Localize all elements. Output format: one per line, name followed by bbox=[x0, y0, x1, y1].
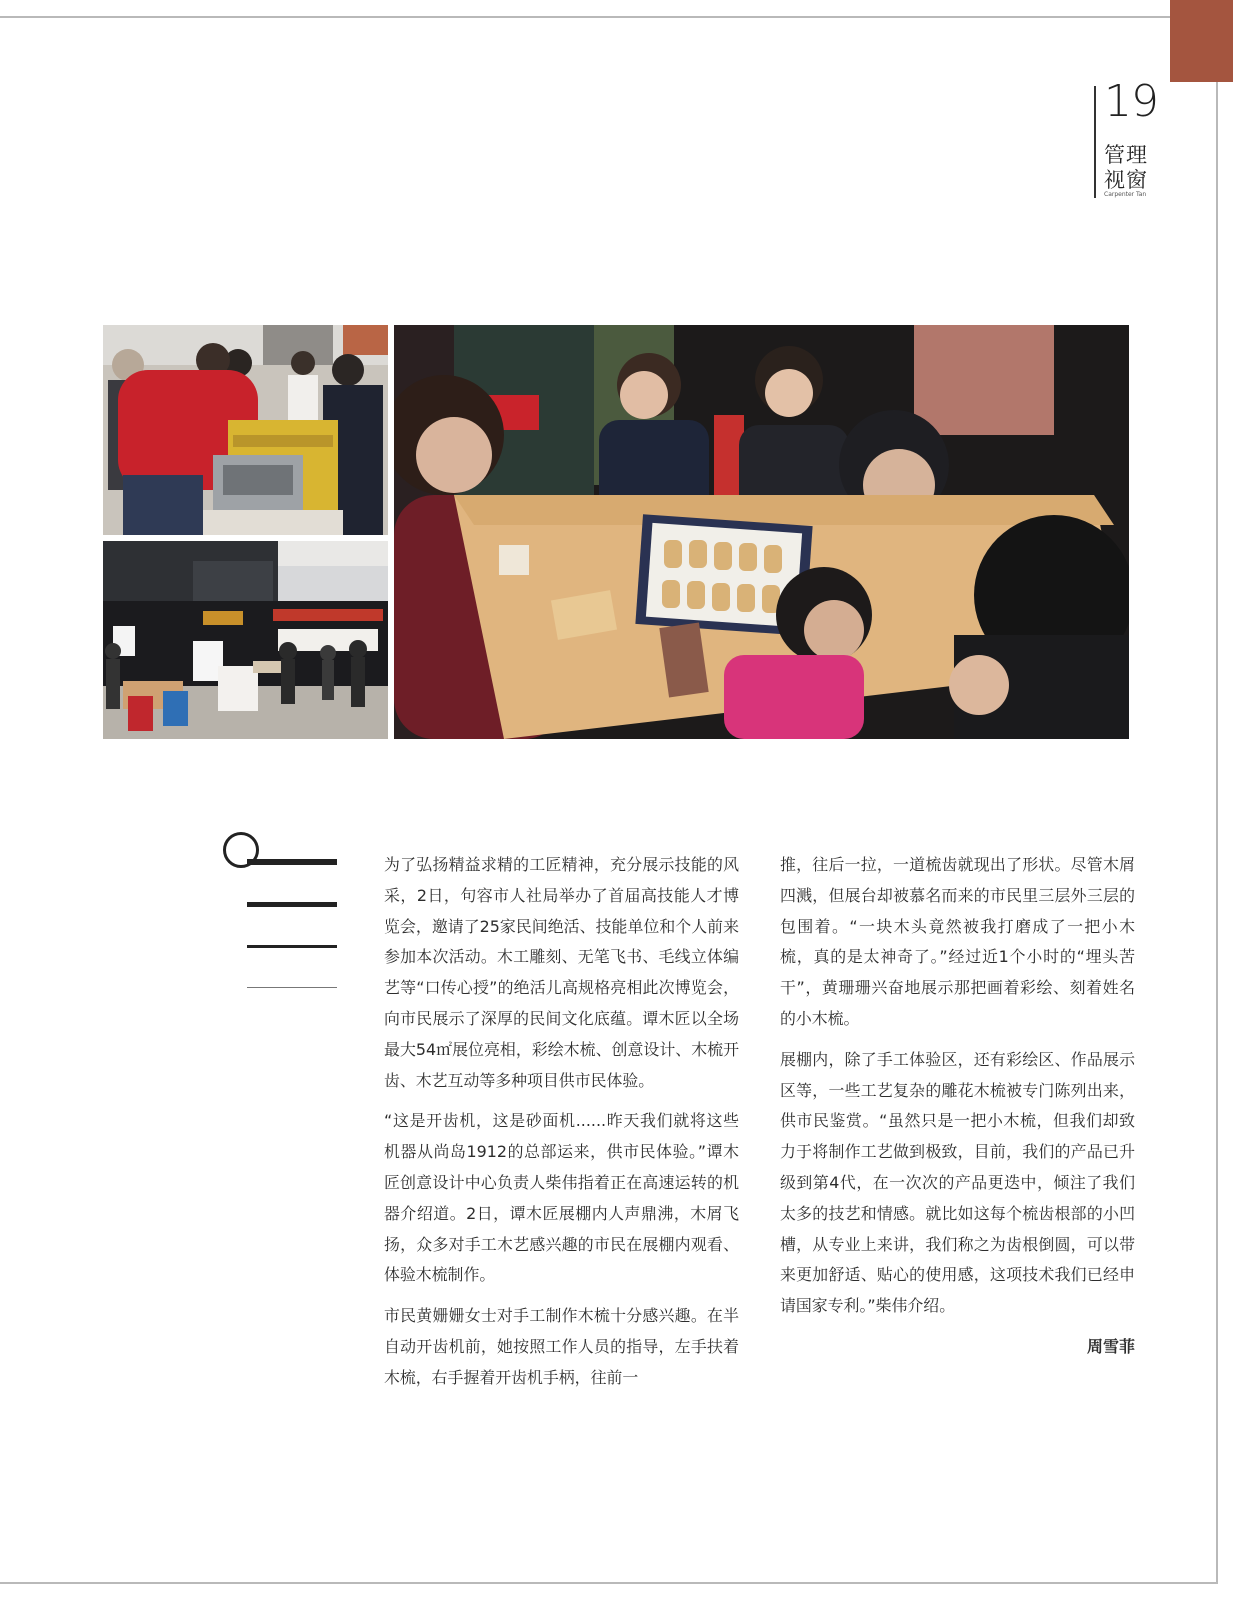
section-title-line2: 视窗 bbox=[1104, 168, 1148, 192]
ornament-line-1 bbox=[247, 859, 337, 865]
article-column-left bbox=[384, 850, 739, 1404]
folio-divider bbox=[1094, 86, 1096, 198]
photo-booth-exterior bbox=[103, 541, 388, 739]
right-frame-rule bbox=[1216, 82, 1218, 1582]
photo-comb-workshop bbox=[394, 325, 1129, 739]
section-ornament bbox=[223, 832, 343, 992]
corner-color-tab bbox=[1170, 0, 1233, 82]
section-title-line1: 管理 bbox=[1104, 143, 1148, 167]
bottom-frame-rule bbox=[0, 1582, 1218, 1584]
top-frame-rule bbox=[0, 16, 1170, 18]
section-title-english: Carpenter Tan bbox=[1104, 191, 1147, 198]
article-paragraph-2: “这是开齿机，这是砂面机......昨天我们就将这些机器从尚岛1912的总部运来，供市民体验。”谭木匠创意设计中心负责人柴伟指着正在高速运转的机器介绍道。2日，谭木匠展棚内人声鼎沸，木屑飞扬，众多对手工木艺感兴趣的市民在展棚内观看、体验木梳制作。 bbox=[384, 1111, 739, 1285]
article-paragraph-1: 为了弘扬精益求精的工匠精神，充分展示技能的风采，2日，句容市人社局举办了首届高技能人才博览会，邀请了25家民间绝活、技能单位和个人前来参加本次活动。木工雕刻、无笔飞书、毛线立体编艺等“口传心授”的绝活儿高规格亮相此次博览会，向市民展示了深厚的民间文化底蕴。谭木匠以全场最大54㎡展位亮相，彩绘木梳、创意设计、木梳开齿、木艺互动等多种项目供市民体验。 bbox=[384, 855, 739, 1090]
article-paragraph-4: 展棚内，除了手工体验区，还有彩绘区、作品展示区等，一些工艺复杂的雕花木梳被专门陈列出来，供市民鉴赏。“虽然只是一把小木梳，但我们却致力于将制作工艺做到极致，目前，我们的产品已升级到第4代，在一次次的产品更迭中，倾注了我们太多的技艺和情感。就比如这每个梳齿根部的小凹槽，从专业上来讲，我们称之为齿根倒圆，可以带来更加舒适、贴心的使用感，这项技术我们已经申请国家专利。”柴伟介绍。 bbox=[780, 1049, 1135, 1316]
page-number: 19 bbox=[1104, 76, 1158, 127]
ornament-line-4 bbox=[247, 987, 337, 988]
article-paragraph-3-start: 市民黄姗姗女士对手工制作木梳十分感兴趣。在半自动开齿机前，她按照工作人员的指导，左手扶着木梳，右手握着开齿机手柄，往前一 bbox=[384, 1306, 739, 1387]
photo-machine-demo bbox=[103, 325, 388, 535]
article-column-right bbox=[780, 850, 1135, 1363]
ornament-line-2 bbox=[247, 902, 337, 907]
ornament-line-3 bbox=[247, 945, 337, 948]
section-title bbox=[1104, 143, 1148, 193]
article-paragraph-3-end: 推，往后一拉，一道梳齿就现出了形状。尽管木屑四溅，但展台却被慕名而来的市民里三层外三层的包围着。“一块木头竟然被我打磨成了一把小木梳，真的是太神奇了。”经过近1个小时的“埋头苦干”，黄珊珊兴奋地展示那把画着彩绘、刻着姓名的小木梳。 bbox=[780, 855, 1135, 1028]
article-author: 周雪菲 bbox=[1086, 1336, 1135, 1356]
